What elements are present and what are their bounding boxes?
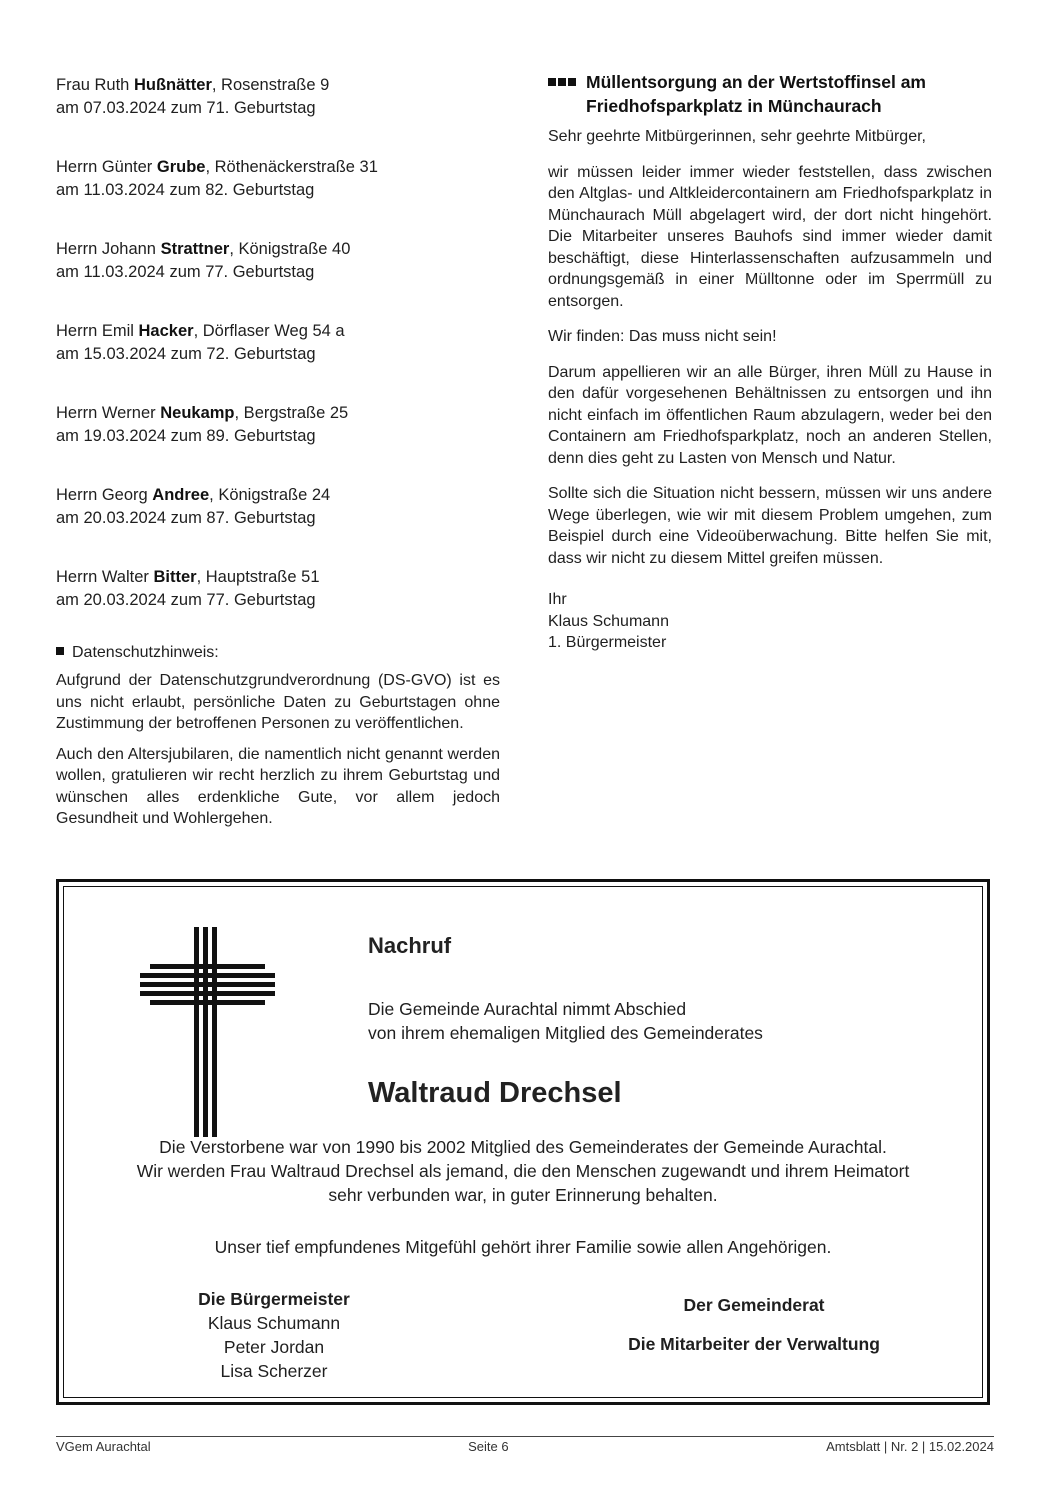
obituary-intro-line: von ihrem ehemaligen Mitglied des Gemeinderates bbox=[368, 1023, 763, 1043]
birthday-entry bbox=[56, 320, 500, 366]
birthday-surname: Strattner bbox=[160, 240, 230, 258]
birthday-date: am 20.03.2024 zum 77. Geburtstag bbox=[56, 591, 316, 609]
signature-role: 1. Bürgermeister bbox=[548, 634, 667, 651]
council-label: Der Gemeinderat bbox=[683, 1295, 825, 1315]
birthday-date: am 15.03.2024 zum 72. Geburtstag bbox=[56, 345, 316, 363]
article-signature bbox=[548, 589, 992, 654]
mayors-heading: Die Bürgermeister bbox=[198, 1289, 350, 1309]
obituary-title: Nachruf bbox=[368, 933, 452, 958]
birthday-entry bbox=[56, 484, 500, 530]
birthday-date: am 07.03.2024 zum 71. Geburtstag bbox=[56, 99, 316, 117]
birthday-surname: Neukamp bbox=[160, 404, 235, 422]
obituary-intro-line: Die Gemeinde Aurachtal nimmt Abschied bbox=[368, 999, 687, 1019]
birthday-entry bbox=[56, 402, 500, 448]
birthday-address: , Hauptstraße 51 bbox=[196, 568, 320, 586]
mayor-name: Lisa Scherzer bbox=[220, 1361, 328, 1381]
birthday-address: , Königstraße 24 bbox=[209, 486, 331, 504]
obituary-intro bbox=[368, 997, 763, 1045]
mayor-name: Peter Jordan bbox=[223, 1337, 325, 1357]
article-paragraph: Wir finden: Das muss nicht sein! bbox=[548, 328, 777, 345]
birthday-address: , Röthenäckerstraße 31 bbox=[205, 158, 378, 176]
signature-name: Klaus Schumann bbox=[548, 612, 669, 630]
obituary-box bbox=[56, 879, 990, 1405]
birthday-address: , Dörflaser Weg 54 a bbox=[193, 322, 345, 340]
birthday-address: , Bergstraße 25 bbox=[234, 404, 349, 422]
obituary-inner-frame bbox=[63, 886, 983, 1398]
footer-issue: Amtsblatt | Nr. 2 | 15.02.2024 bbox=[826, 1439, 994, 1454]
left-column bbox=[56, 74, 500, 839]
mayors-block bbox=[154, 1287, 394, 1383]
obituary-text-line: sehr verbunden war, in guter Erinnerung behalten. bbox=[328, 1185, 718, 1205]
obituary-sympathy: Unser tief empfundenes Mitgefühl gehört ihrer Familie sowie allen Angehörigen. bbox=[214, 1237, 832, 1257]
footer-publisher: VGem Aurachtal bbox=[56, 1439, 151, 1454]
article-title-text: Müllentsorgung an der Wertstoffinsel am Friedhofsparkplatz in Münchaurach bbox=[586, 72, 926, 116]
obituary-text-line: Die Verstorbene war von 1990 bis 2002 Mitglied des Gemeinderates der Gemeinde Aurachtal. bbox=[159, 1137, 887, 1157]
birthday-prefix: Frau Ruth bbox=[56, 76, 134, 94]
article-paragraph: wir müssen leider immer wieder feststellen, dass zwischen den Altglas- und Altkleidercontainern am Friedhofsparkplatz in Münchaurach Müll abgelagert wird, der dort nicht hingehört. Die Mitarbeiter unseres Bauhofs sind immer wieder damit beschäftigt, diese Hinterlassenschaften aufzusammeln und ordnungsgemäß in einer Mülltonne oder im Sperrmüll zu entsorgen. bbox=[548, 163, 992, 310]
birthday-entry bbox=[56, 566, 500, 612]
privacy-heading bbox=[56, 642, 500, 664]
birthday-entry bbox=[56, 74, 500, 120]
page-footer bbox=[56, 1436, 994, 1454]
article-paragraph: Darum appellieren wir an alle Bürger, ihren Müll zu Hause in den dafür vorgesehenen Behältnissen zu entsorgen und ihn nicht einfach im öffentlichen Raum abzulagern, weder bei den Containern am Friedhofsparkplatz, noch an anderen Stellen, denn dies geht zu Lasten von Mensch und Natur. bbox=[548, 363, 992, 467]
article-paragraph: Sollte sich die Situation nicht bessern, müssen wir uns andere Wege überlegen, wie wir mit diesem Problem umgehen, zum Beispiel durch eine Videoüberwachung. Bitte helfen Sie mit, dass wir nicht zu diesem Mittel greifen müssen. bbox=[548, 485, 992, 567]
right-column bbox=[548, 70, 992, 654]
birthday-prefix: Herrn Günter bbox=[56, 158, 157, 176]
birthday-address: , Rosenstraße 9 bbox=[211, 76, 330, 94]
article-paragraph: Sehr geehrte Mitbürgerinnen, sehr geehrte Mitbürger, bbox=[548, 128, 926, 145]
mayor-name: Klaus Schumann bbox=[207, 1313, 341, 1333]
council-block bbox=[584, 1295, 924, 1373]
birthday-prefix: Herrn Georg bbox=[56, 486, 153, 504]
birthday-surname: Andree bbox=[152, 486, 210, 504]
cross-icon bbox=[140, 927, 280, 1137]
birthday-prefix: Herrn Werner bbox=[56, 404, 161, 422]
privacy-heading-text: Datenschutzhinweis: bbox=[72, 644, 219, 661]
birthday-surname: Hußnätter bbox=[133, 76, 212, 94]
bullet-squares-icon bbox=[548, 70, 578, 118]
deceased-name: Waltraud Drechsel bbox=[368, 1077, 622, 1109]
footer-page-number: Seite 6 bbox=[468, 1439, 509, 1454]
obituary-text bbox=[64, 1135, 982, 1207]
birthday-date: am 20.03.2024 zum 87. Geburtstag bbox=[56, 509, 316, 527]
privacy-paragraph: Auch den Altersjubilaren, die namentlich nicht genannt werden wollen, gratulieren wir recht herzlich zu ihrem Geburtstag und wünschen alles erdenkliche Gute, vor allem jedoch Gesundheit und Wohlergehen. bbox=[56, 745, 500, 827]
birthday-entry bbox=[56, 156, 500, 202]
privacy-paragraph: Aufgrund der Datenschutzgrundverordnung (DS-GVO) ist es uns nicht erlaubt, persönliche Daten zu Geburtstagen ohne Zustimmung der betroffenen Personen zu veröffentlichen. bbox=[56, 672, 500, 732]
birthday-prefix: Herrn Johann bbox=[56, 240, 161, 258]
staff-label: Die Mitarbeiter der Verwaltung bbox=[628, 1334, 880, 1354]
birthday-prefix: Herrn Walter bbox=[56, 568, 154, 586]
birthday-surname: Hacker bbox=[138, 322, 194, 340]
birthday-date: am 19.03.2024 zum 89. Geburtstag bbox=[56, 427, 316, 445]
birthday-date: am 11.03.2024 zum 82. Geburtstag bbox=[56, 181, 315, 199]
birthday-address: , Königstraße 40 bbox=[229, 240, 351, 258]
birthday-surname: Grube bbox=[156, 158, 206, 176]
birthday-entry bbox=[56, 238, 500, 284]
birthday-prefix: Herrn Emil bbox=[56, 322, 139, 340]
obituary-text-line: Wir werden Frau Waltraud Drechsel als jemand, die den Menschen zugewandt und ihrem Heimatort bbox=[136, 1161, 910, 1181]
article-title bbox=[548, 70, 992, 118]
birthday-date: am 11.03.2024 zum 77. Geburtstag bbox=[56, 263, 315, 281]
signature-line: Ihr bbox=[548, 591, 567, 608]
bullet-square-icon bbox=[56, 647, 64, 655]
birthday-surname: Bitter bbox=[153, 568, 197, 586]
